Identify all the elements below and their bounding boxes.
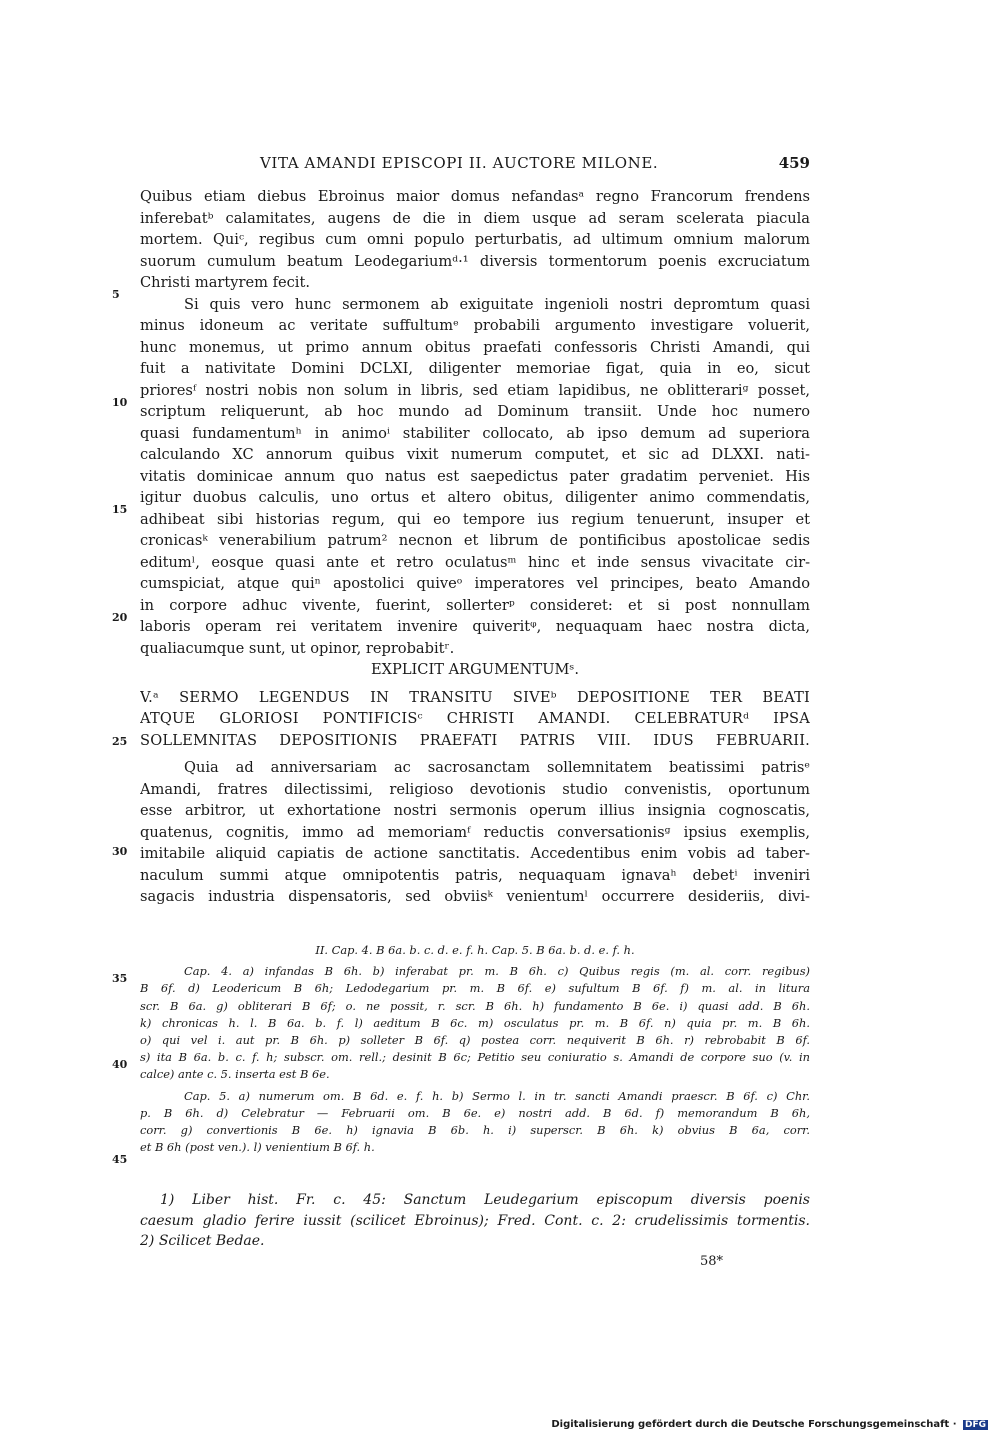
line-number: 25 (112, 735, 128, 748)
footnote-line: o) qui vel i. aut pr. B 6h. p) solleter B 6f. q) postea corr. nequiverit B 6h. r) rebrobabit B 6f. (140, 1032, 810, 1047)
line-number: 45 (112, 1153, 128, 1166)
footnote-line: corr. g) convertionis B 6e. h) ignavia B 6b. h. i) superscr. B 6h. k) obvius B 6a, corr. (140, 1122, 810, 1137)
text-line: fuit a nativitate Domini DCLXI, diligenter memoriae figat, quia in eo, sicut (140, 360, 810, 377)
text-line: adhibeat sibi historias regum, qui eo tempore ius regium tenuerunt, insuper et (140, 510, 810, 528)
dfg-logo: DFG (964, 1420, 986, 1430)
text-line: qualiacumque sunt, ut opinor, reprobabitʳ. (140, 639, 455, 657)
text-line: quatenus, cognitis, immo ad memoriamᶠ reductis conversationisᵍ ipsius exemplis, (140, 823, 810, 841)
text-line: Quia ad anniversariam ac sacrosanctam sollemnitatem beatissimi patrisᵉ (184, 759, 810, 776)
text-line: suorum cumulum beatum Leodegariumᵈ·¹ diversis tormentorum poenis excruciatum (140, 252, 810, 270)
text-line: Si quis vero hunc sermonem ab exiguitate ingenioli nostri depromtum quasi (184, 295, 810, 313)
text-line: naculum summi atque omnipotentis patris, nequaquam ignavaʰ debetⁱ inveniri (140, 866, 810, 884)
line-number: 40 (112, 1058, 128, 1071)
signature-mark: 58* (700, 1254, 724, 1269)
critical-apparatus (140, 942, 810, 1156)
credit-text: Digitalisierung gefördert durch die Deutsche Forschungsgemeinschaft · (551, 1419, 957, 1430)
text-line: minus idoneum ac veritate suffultumᵉ probabili argumento investigare voluerit, (140, 317, 810, 334)
text-line: hunc monemus, ut primo annum obitus praefati confessoris Christi Amandi, qui (140, 338, 810, 356)
running-title: VITA AMANDI EPISCOPI II. AUCTORE MILONE. (260, 154, 659, 172)
text-line: imitabile aliquid capiatis de actione sanctitatis. Accedentibus enim vobis ad taber- (140, 845, 810, 862)
text-line: Christi martyrem fecit. (140, 274, 310, 291)
text-line: sagacis industria dispensatoris, sed obviisᵏ venientumˡ occurrere desideriis, divi- (140, 888, 810, 905)
text-line: vitatis dominicae annum quo natus est saepedictus pater gradatim perveniet. His (140, 467, 810, 485)
text-line: igitur duobus calculis, uno ortus et altero obitus, diligenter animo commendatis, (140, 489, 810, 506)
footnote-line: p. B 6h. d) Celebratur — Februarii om. B 6e. e) nostri add. B 6d. f) memorandum B 6h, (140, 1105, 810, 1120)
footnote-line: Cap. 4. a) infandas B 6h. b) inferabat pr. m. B 6h. c) Quibus regis (m. al. corr. regibus) (184, 964, 810, 979)
section-heading-line: ATQUE GLORIOSI PONTIFICISᶜ CHRISTI AMANDI. CELEBRATURᵈ IPSA (140, 710, 810, 727)
text-line: esse arbitror, ut exhortatione nostri sermonis operum illius insignia cognoscatis, (140, 802, 810, 819)
text-line: in corpore adhuc vivente, fuerint, sollerterᵖ consideret: et si post nonnullam (140, 596, 810, 614)
text-line: inferebatᵇ calamitates, augens de die in diem usque ad seram scelerata piacula (140, 209, 810, 227)
source-notes (140, 1190, 810, 1252)
line-number: 5 (112, 288, 120, 301)
digitization-credit (551, 1419, 988, 1430)
text-line: laboris operam rei veritatem invenire quiveritᵠ, nequaquam haec nostra dicta, (140, 618, 810, 635)
text-line: cronicasᵏ venerabilium patrum² necnon et librum de pontificibus apostolicae sedis (140, 532, 810, 549)
text-line: calculando XC annorum quibus vixit numerum computet, et sic ad DLXXI. nati- (140, 446, 810, 463)
text-line: Quibus etiam diebus Ebroinus maior domus nefandasᵃ regno Francorum frendens (140, 188, 810, 205)
footnote-line: s) ita B 6a. b. c. f. h; subscr. om. rell.; desinit B 6c; Petitio seu coniuratio s. Amandi de corpore suo (v. in (140, 1050, 810, 1065)
page-number: 459 (778, 154, 810, 172)
line-number: 30 (112, 845, 128, 858)
footnote-line: calce) ante c. 5. inserta est B 6e. (140, 1067, 330, 1082)
footnote-line: Cap. 5. a) numerum om. B 6d. e. f. h. b) Sermo l. in tr. sancti Amandi praescr. B 6f. c) Chr. (184, 1088, 810, 1103)
footnote-line: B 6f. d) Leodericum B 6h; Ledodegarium pr. m. B 6f. e) sufultum B 6f. f) m. al. in litura (140, 981, 810, 996)
source-note-line: 2) Scilicet Bedae. (140, 1233, 265, 1249)
text-line: cumspiciat, atque quiⁿ apostolici quiveᵒ imperatores vel principes, beato Amando (140, 575, 810, 592)
footnote-line: k) chronicas h. l. B 6a. b. f. l) aeditum B 6c. m) osculatus pr. m. B 6f. n) quia pr. m. B 6h. (140, 1015, 810, 1030)
line-number: 35 (112, 972, 128, 985)
source-note-line: 1) Liber hist. Fr. c. 45: Sanctum Leudegarium episcopum diversis poenis (160, 1192, 810, 1208)
text-line: editumˡ, eosque quasi ante et retro oculatusᵐ hinc et inde sensus vivacitate cir- (140, 553, 810, 571)
footnote-line: II. Cap. 4. B 6a. b. c. d. e. f. h. Cap. 5. B 6a. b. d. e. f. h. (315, 943, 635, 957)
text-line: quasi fundamentumʰ in animoⁱ stabiliter collocato, ab ipso demum ad superiora (140, 424, 810, 442)
text-line: scriptum reliquerunt, ab hoc mundo ad Dominum transiit. Unde hoc numero (140, 403, 810, 420)
source-note-line: caesum gladio ferire iussit (scilicet Ebroinus); Fred. Cont. c. 2: crudelissimis tormentis. (140, 1212, 810, 1229)
line-number: 20 (112, 611, 128, 624)
text-line: mortem. Quiᶜ, regibus cum omni populo perturbatis, ad ultimum omnium malorum (140, 231, 810, 248)
line-number: 15 (112, 503, 128, 516)
running-header (140, 154, 810, 178)
explicit-heading: EXPLICIT ARGUMENTUMˢ. (370, 661, 579, 678)
footnote-line: scr. B 6a. g) obliterari B 6f; o. ne possit, r. scr. B 6h. h) fundamento B 6e. i) quasi add. B 6h. (140, 998, 810, 1013)
line-number: 10 (112, 396, 128, 409)
section-heading-line: V.ᵃ SERMO LEGENDUS IN TRANSITU SIVEᵇ DEPOSITIONE TER BEATI (140, 688, 810, 706)
footnote-line: et B 6h (post ven.). l) venientium B 6f. h. (140, 1140, 375, 1155)
main-text (140, 186, 810, 908)
text-line: Amandi, fratres dilectissimi, religioso devotionis studio convenistis, oportunum (140, 780, 810, 798)
section-heading-line: SOLLEMNITAS DEPOSITIONIS PRAEFATI PATRIS VIII. IDUS FEBRUARII. (140, 731, 810, 749)
text-line: prioresᶠ nostri nobis non solum in libris, sed etiam lapidibus, ne oblitterariᵍ posset, (140, 381, 810, 399)
